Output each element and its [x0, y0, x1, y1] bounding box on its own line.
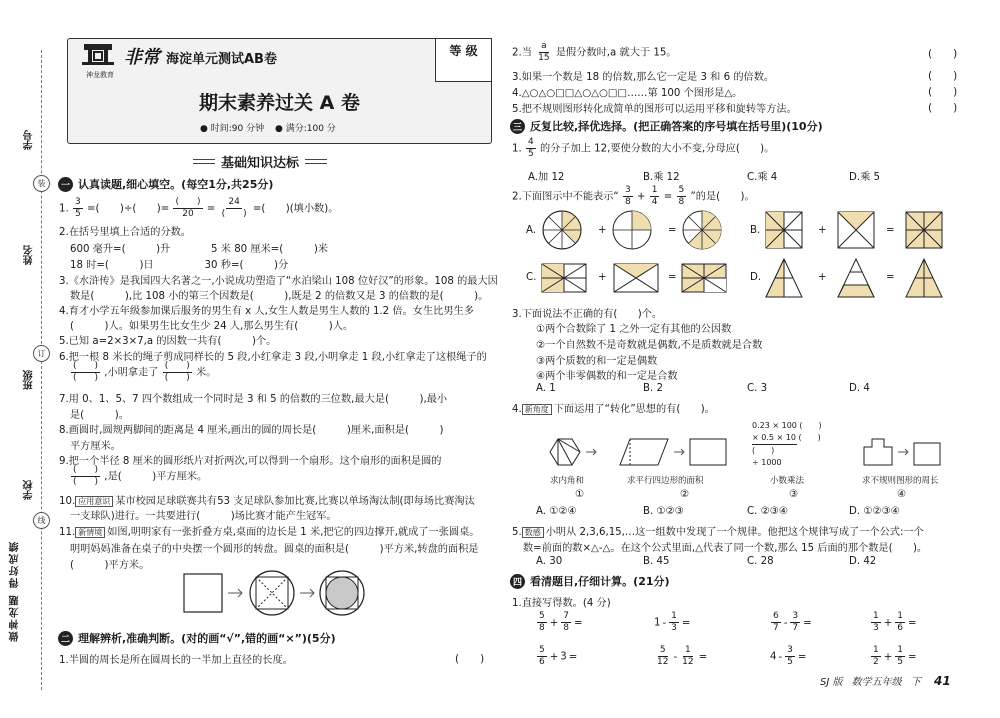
- judge-5: 5.把不规则图形转化成简单的图形可以运用平移和旋转等方法。: [512, 104, 797, 115]
- mc4-caption-1: 求内角和: [550, 476, 585, 486]
- mc2-b-plus: +: [818, 225, 827, 236]
- label-school: 学校: [24, 480, 35, 500]
- slogan-vertical: 做神龙题 得好成绩: [10, 540, 21, 642]
- score-label: 满分:: [285, 124, 307, 134]
- judge-2: 2.当 $\frac{a}{15}$ 是假分数时,a 就大于 15。: [512, 41, 677, 63]
- mc4-figure-4: [862, 437, 942, 467]
- binding-dashed-line: [41, 50, 42, 690]
- calc-item[interactable]: 1 - $\frac{1}{3}$ =: [654, 611, 691, 633]
- q3-line1: 3.《水浒传》是我国四大名著之一,小说成功塑造了“水泊梁山 108 位好汉”的形象。108 的最大因: [59, 276, 498, 287]
- footer-term: 下: [910, 677, 921, 688]
- mc2-d-plus: +: [818, 272, 827, 283]
- q1-frac-b: $\frac{( )}{20}$: [175, 197, 201, 219]
- q11-figure: [180, 570, 380, 618]
- section2-number: 二: [58, 631, 73, 646]
- calc-item[interactable]: 4 - $\frac{3}{5}$ =: [770, 645, 807, 667]
- mc4-mark-2: ②: [680, 489, 690, 500]
- q9-line2: $\frac{( )}{( )}$ ,是( )平方厘米。: [73, 465, 208, 487]
- mc2-b-eq: =: [886, 225, 895, 236]
- mc5-opt-d[interactable]: D. 42: [849, 556, 877, 567]
- banner-deco-right: [305, 159, 327, 164]
- q10-line1: 10. 应用意识 某市校园足球联赛共有53 支足球队参加比赛,比赛以单场淘汰制(即每场比赛淘汰: [59, 496, 475, 507]
- mc4-caption-2: 求平行四边形的面积: [627, 476, 704, 486]
- label-student-id: 学号: [24, 130, 35, 150]
- mc2-a-plus: +: [598, 225, 607, 236]
- mc2-opt-b-figure: [764, 210, 954, 250]
- banner-deco-left: [193, 159, 215, 164]
- binding-strip: [0, 20, 50, 710]
- exam-info: [200, 121, 336, 134]
- section3-title: 反复比较,择优选择。(把正确答案的序号填在括号里)(10分): [530, 120, 823, 133]
- q6-line2: $\frac{( )}{( )}$ ,小明拿走了 $\frac{( )}{( )}$ 米。: [73, 361, 217, 383]
- mc4-mark-1: ①: [575, 489, 585, 500]
- q1-frac-a: $\frac{3}{5}$: [74, 197, 81, 219]
- mc3-item-4: ④两个非零偶数的和一定是合数: [536, 371, 678, 382]
- judge-4: 4.△○△○□□△○△○□□……第 100 个图形是△。: [512, 88, 743, 99]
- q2-row1: 600 毫升=( )升 5 米 80 厘米=( )米: [70, 244, 328, 255]
- time-label: 时间:: [210, 124, 232, 134]
- judge-4-paren[interactable]: ( ): [928, 86, 958, 98]
- q1-frac-c: $\frac{24}{( )}$: [221, 197, 247, 219]
- score-icon: ●: [274, 124, 283, 134]
- mc3-item-2: ②一个自然数不是奇数就是偶数,不是质数就是合数: [536, 340, 763, 351]
- mc2-opt-d-figure: [764, 257, 954, 299]
- section4-heading: [510, 573, 670, 589]
- mc4-opt-d[interactable]: D. ①②③④: [849, 506, 900, 517]
- mc2-d-eq: =: [886, 272, 895, 283]
- mc5-line1: 5. 数感 小明从 2,3,6,15,…这一组数中发现了一个规律。他把这个规律写成了一个公式:一个: [512, 527, 924, 538]
- brand-script: 非常: [124, 47, 160, 68]
- binding-circle-3: 线: [33, 512, 50, 529]
- calc-item[interactable]: $\frac{1}{3}$ + $\frac{1}{6}$ =: [873, 611, 917, 633]
- time-value: 90 分钟: [231, 124, 265, 134]
- q6-line1: 6.把一根 8 米长的绳子剪成同样长的 5 段,小红拿走 3 段,小明拿走 1 段,小红拿走了这根绳子的: [59, 352, 487, 363]
- mc3-opt-d[interactable]: D. 4: [849, 383, 870, 394]
- q11-line3: ( )平方米。: [70, 560, 150, 571]
- judge-5-paren[interactable]: ( ): [928, 102, 958, 114]
- mc3: 3.下面说法不正确的有( )个。: [512, 309, 663, 320]
- mc1: 1. $\frac{4}{5}$ 的分子加上 12,要使分数的大小不变,分母应( )。: [512, 137, 775, 159]
- mc2-a-eq: =: [668, 225, 677, 236]
- mc4-figure-2: [618, 437, 728, 467]
- mc1-opt-d[interactable]: D.乘 5: [849, 172, 880, 183]
- mc3-opt-b[interactable]: B. 2: [643, 383, 663, 394]
- q11-tag: 新情境: [75, 527, 105, 538]
- section1-number: 一: [58, 177, 73, 192]
- mc2-opt-a-figure: [540, 208, 740, 252]
- brand-logo: [80, 40, 116, 74]
- banner-text: 基础知识达标: [220, 155, 299, 171]
- q1: 1. $\frac{3}{5}$ =( )÷( )= $\frac{( )}{20}$ = $\frac{24}{( )}$ =( )(填小数)。: [59, 197, 339, 219]
- label-name: 姓名: [24, 245, 35, 265]
- q2-row2: 18 时=( )日 30 秒=( )分: [70, 260, 289, 271]
- mc4-opt-b[interactable]: B. ①②③: [643, 506, 684, 517]
- section3-heading: [510, 118, 823, 134]
- mc5-opt-b[interactable]: B. 45: [643, 556, 670, 567]
- mc4-calc: 0.23 × 100 ( ) × 0.5 × 10 ( ) ( ) ÷ 1000: [752, 421, 822, 467]
- mc5-opt-c[interactable]: C. 28: [747, 556, 774, 567]
- q2-text: 2.在括号里填上合适的分数。: [59, 227, 191, 238]
- q10-line2: 一支球队)进行。一共要进行( )场比赛才能产生冠军。: [70, 511, 337, 522]
- mc3-opt-a[interactable]: A. 1: [536, 383, 556, 394]
- judge-2-paren[interactable]: ( ): [928, 48, 958, 60]
- clock-icon: ●: [200, 124, 208, 134]
- section1-heading: [58, 176, 273, 192]
- mc1-opt-a[interactable]: A.加 12: [528, 172, 565, 183]
- q9-line1: 9.把一个半径 8 厘米的圆形纸片对折两次,可以得到一个扇形。这个扇形的面积是圆的: [59, 456, 442, 467]
- q11-line1: 11. 新情境 如图,明明家有一张折叠方桌,桌面的边长是 1 米,把它的四边撑开,就成了一张圆桌。: [59, 527, 480, 538]
- judge-1: 1.半圆的周长是所在圆周长的一半加上直径的长度。: [59, 655, 293, 666]
- q5: 5.已知 a=2×3×7,a 的因数一共有( )个。: [59, 336, 277, 347]
- q7-line1: 7.用 0、1、5、7 四个数组成一个同时是 3 和 5 的倍数的三位数,最大是( ),最小: [59, 394, 448, 405]
- mc1-opt-b[interactable]: B.乘 12: [643, 172, 680, 183]
- section4-title: 看清题目,仔细计算。(21分): [530, 575, 670, 588]
- judge-1-paren[interactable]: ( ): [455, 653, 485, 665]
- q11-line2: 明明妈妈准备在桌子的中央摆一个圆形的转盘。圆桌的面积是( )平方米,转盘的面积是: [70, 544, 479, 555]
- calc-item[interactable]: $\frac{5}{12}$ - $\frac{1}{12}$ =: [657, 645, 708, 667]
- mc4: 4. 新角度 下面运用了“转化”思想的有( )。: [512, 404, 715, 415]
- mc2: 2.下面图示中不能表示“ $\frac{3}{8}$ + $\frac{1}{4}$ = $\frac{5}{8}$ ”的是( )。: [512, 185, 755, 207]
- mc2-opt-b-label[interactable]: B.: [750, 225, 761, 236]
- section2-heading: [58, 630, 336, 646]
- mc3-item-3: ③两个质数的和一定是偶数: [536, 356, 658, 367]
- grade-label: 等 级: [449, 44, 478, 58]
- q8-line1: 8.画圆时,圆规两脚间的距离是 4 厘米,画出的圆的周长是( )厘米,面积是( ): [59, 425, 444, 436]
- section3-number: 三: [510, 119, 525, 134]
- mc4-figure-1: [548, 437, 618, 467]
- calc-item[interactable]: $\frac{5}{8}$ + $\frac{7}{8}$ =: [539, 611, 583, 633]
- section4-number: 四: [510, 574, 525, 589]
- mc2-opt-c-figure: [540, 262, 740, 294]
- q7-line2: 是( )。: [70, 410, 129, 421]
- calc-item[interactable]: $\frac{5}{6}$ + 3 =: [539, 645, 578, 667]
- mc3-item-1: ①两个合数除了 1 之外一定有其他的公因数: [536, 324, 732, 335]
- section1-title: 认真读题,细心填空。(每空1分,共25分): [78, 178, 274, 191]
- mc4-tag: 新角度: [522, 404, 552, 415]
- section2-title: 理解辨析,准确判断。(对的画“√”,错的画“×”)(5分): [78, 632, 336, 645]
- footer-edition: SJ 版: [820, 677, 843, 688]
- calc-item[interactable]: $\frac{6}{7}$ - $\frac{3}{7}$ =: [773, 611, 812, 633]
- mc5-line2: 数=前面的数×△-△。在这个公式里面,△代表了同一个数,那么 15 后面的那个数是( )。: [523, 543, 928, 554]
- mc3-opt-c[interactable]: C. 3: [747, 383, 768, 394]
- judge-3: 3.如果一个数是 18 的倍数,那么它一定是 3 和 6 的倍数。: [512, 72, 775, 83]
- score-value: 100 分: [306, 124, 336, 134]
- judge-3-paren[interactable]: ( ): [928, 70, 958, 82]
- q8-line2: 平方厘米。: [70, 441, 121, 452]
- mc4-caption-4: 求不规则图形的周长: [862, 476, 939, 486]
- label-class: 班级: [24, 370, 35, 390]
- q3-line2: 数是( ),比 108 小的第三个因数是( ),既是 2 的倍数又是 3 的倍数的是( )。: [70, 291, 489, 302]
- calc-title: 1.直接写得数。(4 分): [512, 598, 611, 609]
- q4-line2: ( )人。如果男生比女生少 24 人,那么男生有( )人。: [70, 321, 354, 332]
- mc4-opt-a[interactable]: A. ①②④: [536, 506, 577, 517]
- brand-seal-text: 神龙教育: [86, 71, 114, 79]
- mc2-c-eq: =: [668, 272, 677, 283]
- calc-item[interactable]: $\frac{1}{2}$ + $\frac{1}{5}$ =: [873, 645, 917, 667]
- mc5-opt-a[interactable]: A. 30: [536, 556, 563, 567]
- footer-subject: 数学五年级: [851, 677, 902, 688]
- mc4-caption-3: 小数乘法: [770, 476, 805, 486]
- mc4-mark-4: ④: [897, 489, 907, 500]
- paper-title: 期末素养过关 A 卷: [199, 92, 360, 114]
- mc2-opt-a-label[interactable]: A.: [526, 225, 537, 236]
- binding-circle-2: 订: [33, 345, 50, 362]
- footer: [820, 673, 951, 688]
- binding-circle-1: 装: [33, 175, 50, 192]
- mc1-opt-c[interactable]: C.乘 4: [747, 172, 778, 183]
- series-title: 海淀单元测试AB卷: [166, 52, 277, 67]
- mc4-mark-3: ③: [789, 489, 799, 500]
- q10-tag: 应用意识: [75, 496, 113, 507]
- q4-line1: 4.育才小学五年级参加课后服务的男生有 x 人,女生人数是男生人数的 1.2 倍。女生比男生多: [59, 306, 474, 317]
- mc2-opt-c-label[interactable]: C.: [526, 272, 537, 283]
- page-number: 41: [934, 674, 951, 688]
- mc4-opt-c[interactable]: C. ②③④: [747, 506, 788, 517]
- mc2-opt-d-label[interactable]: D.: [750, 272, 762, 283]
- banner: [165, 150, 355, 172]
- mc2-c-plus: +: [598, 272, 607, 283]
- mc5-tag: 数感: [522, 527, 544, 538]
